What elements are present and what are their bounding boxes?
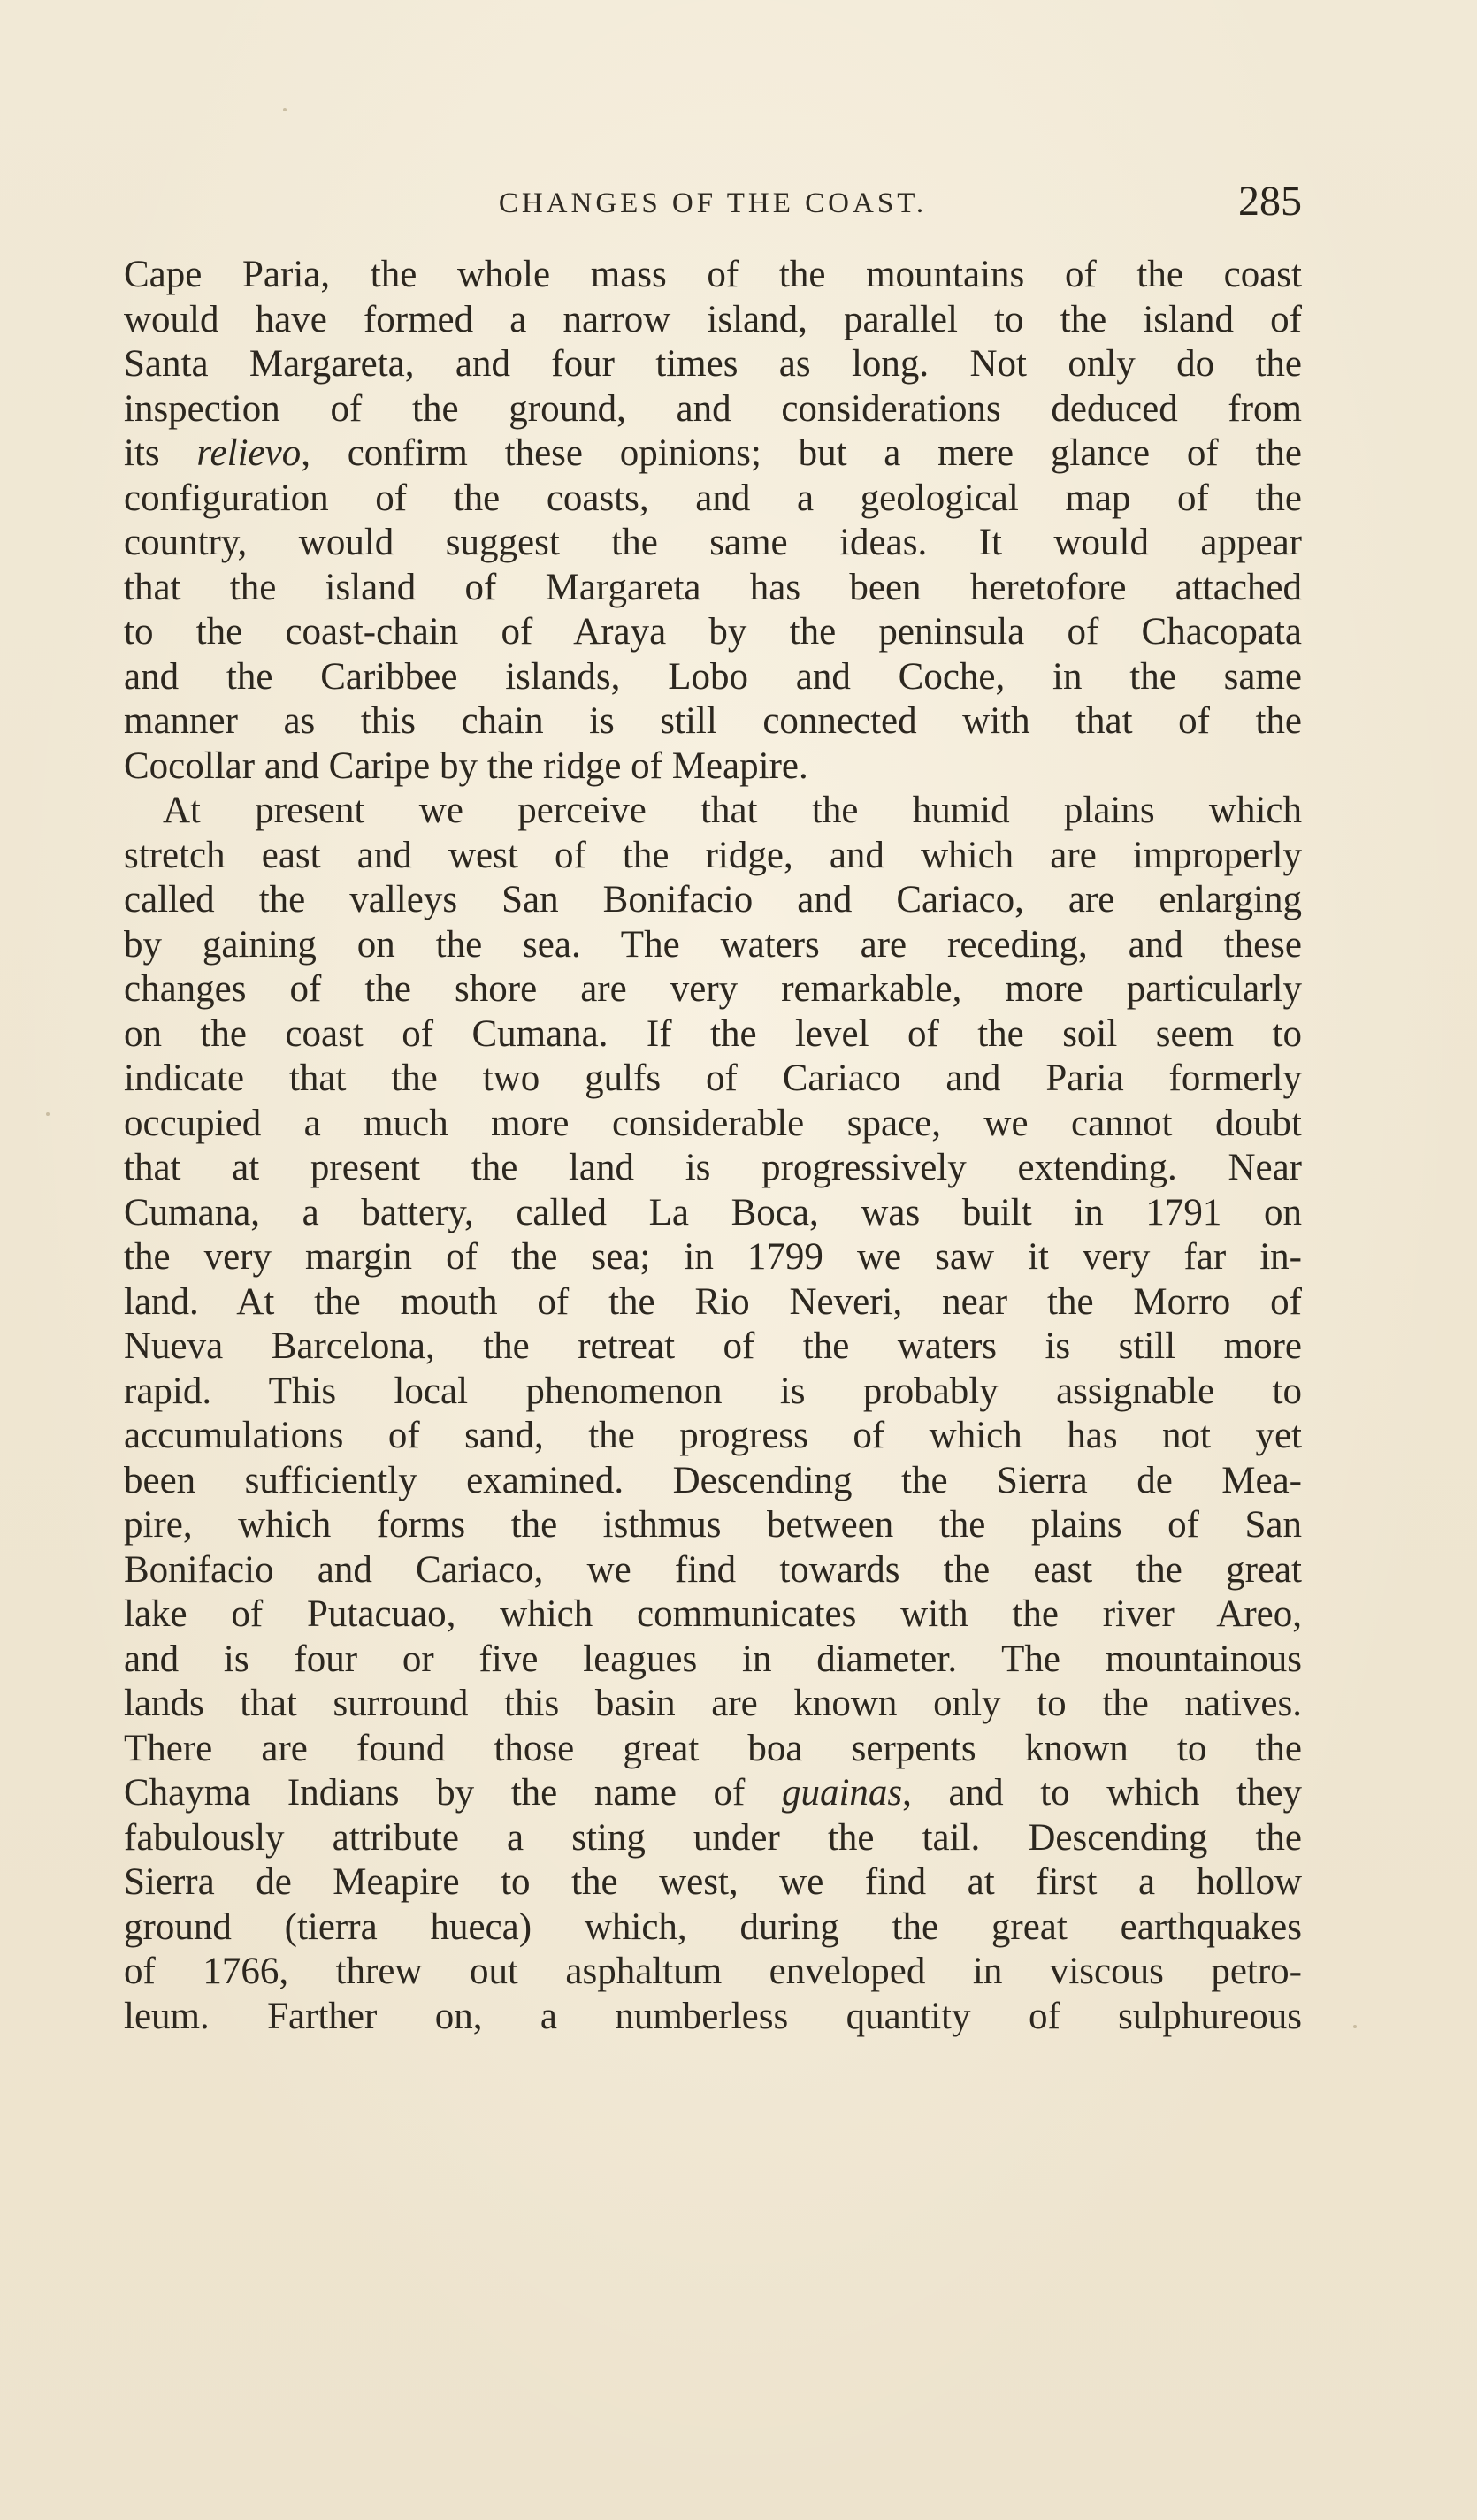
text-line: Nueva Barcelona, the retreat of the waters is still more [124,1325,1302,1367]
text-line [124,431,1302,477]
page-number: 285 [1238,178,1302,225]
text-line: that the island of Margareta has been heretofore attached [124,566,1302,608]
text-line: occupied a much more considerable space, we cannot doubt [124,1102,1302,1144]
text-line: Cumana, a battery, called La Boca, was built in 1791 on [124,1191,1302,1233]
paper-speck [1353,2025,1357,2028]
text-line: to the coast-chain of Araya by the peninsula of Chacopata [124,611,1302,653]
text-line: of 1766, threw out asphaltum enveloped in viscous petro- [124,1951,1302,1992]
text-line: There are found those great boa serpents known to the [124,1727,1302,1769]
text-run: Chayma Indians by the name of [124,1772,782,1814]
text-line: accumulations of sand, the progress of which has not yet [124,1415,1302,1456]
text-line: and the Caribbee islands, Lobo and Coche, in the same [124,655,1302,698]
text-line: the very margin of the sea; in 1799 we saw it very far in- [124,1236,1302,1278]
text-line: configuration of the coasts, and a geological map of the [124,477,1302,519]
text-line: inspection of the ground, and considerations deduced from [124,387,1302,430]
paper-speck [283,108,287,111]
running-head: CHANGES OF THE COAST. [498,187,928,219]
text-line: Santa Margareta, and four times as long. Not only do the [124,343,1302,385]
text-line: country, would suggest the same ideas. It would appear [124,522,1302,563]
text-line: fabulously attribute a sting under the tail. Descending the [124,1816,1302,1859]
text-line: Cape Paria, the whole mass of the mountains of the coast [124,254,1302,295]
text-line: land. At the mouth of the Rio Neveri, near the Morro of [124,1280,1302,1323]
paper-speck [46,1112,50,1116]
text-line: and is four or five leagues in diameter. The mountainous [124,1638,1302,1680]
text-line: changes of the shore are very remarkable, more particularly [124,968,1302,1010]
text-line: pire, which forms the isthmus between the plains of San [124,1504,1302,1546]
paragraph-2 [124,789,1302,2039]
page-header [124,175,1302,237]
body-text [124,253,1302,2039]
text-line [124,1771,1302,1816]
text-line: manner as this chain is still connected with that of the [124,700,1302,742]
text-line: indicate that the two gulfs of Cariaco and Paria formerly [124,1058,1302,1099]
text-line: on the coast of Cumana. If the level of the soil seem to [124,1012,1302,1055]
text-run: , confirm these opinions; but a mere glance of the [301,432,1302,474]
text-line: would have formed a narrow island, parallel to the island of [124,298,1302,340]
text-line: Bonifacio and Cariaco, we find towards the east the great [124,1548,1302,1591]
text-line: lake of Putacuao, which communicates with the river Areo, [124,1593,1302,1635]
text-line: At present we perceive that the humid plains which [163,790,1302,831]
text-line: rapid. This local phenomenon is probably assignable to [124,1370,1302,1412]
text-line: lands that surround this basin are known only to the natives. [124,1683,1302,1724]
text-line: been sufficiently examined. Descending the Sierra de Mea- [124,1459,1302,1501]
text-line: by gaining on the sea. The waters are receding, and these [124,923,1302,966]
text-line: that at present the land is progressively extending. Near [124,1147,1302,1188]
text-line: called the valleys San Bonifacio and Cariaco, are enlarging [124,879,1302,920]
italic-term-guainas: guainas [781,1772,903,1814]
paragraph-1 [124,253,1302,789]
text-run: , and to which they [902,1772,1302,1814]
text-run: its [124,432,197,474]
text-line: leum. Farther on, a numberless quantity of sulphureous [124,1995,1302,2037]
italic-term-relievo: relievo [196,432,302,474]
text-line: Sierra de Meapire to the west, we find at first a hollow [124,1861,1302,1903]
text-line: Cocollar and Caripe by the ridge of Meapire. [124,745,808,787]
text-line: stretch east and west of the ridge, and which are improperly [124,834,1302,876]
text-line: ground (tierra hueca) which, during the great earthquakes [124,1905,1302,1948]
